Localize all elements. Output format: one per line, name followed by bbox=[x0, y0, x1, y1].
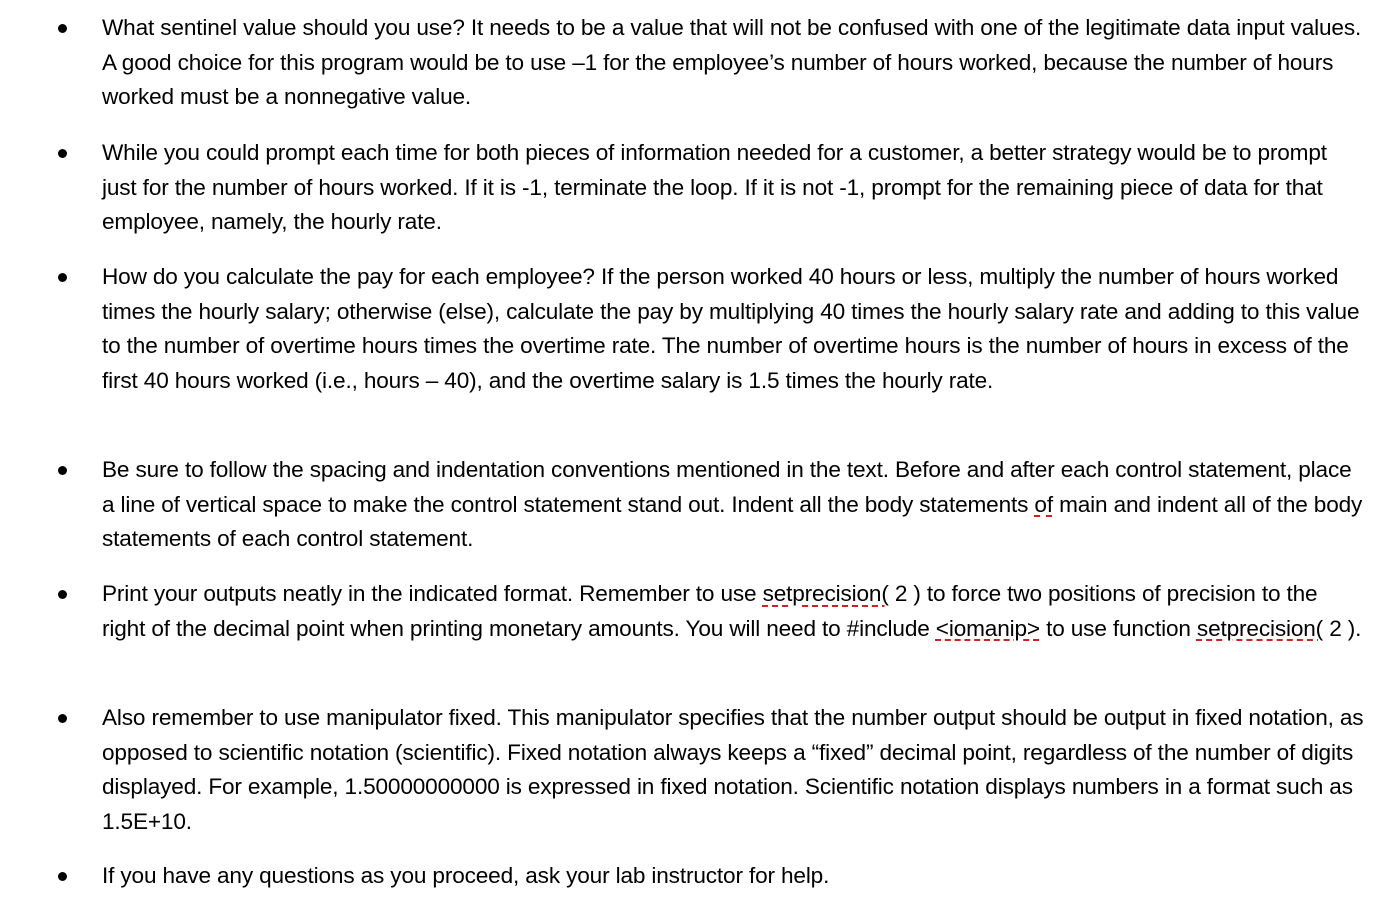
list-item-text: While you could prompt each time for both pieces of information needed for a customer, a better strategy would be to prompt just for the number of hours worked. If it is -1, terminate the loop. If it is not -1, prompt for the remaining piece of data for that employee, namely, the hourly rate. bbox=[102, 140, 1327, 234]
text-run: Print your outputs neatly in the indicated format. Remember to use bbox=[102, 581, 763, 606]
list-item-text bbox=[102, 577, 1364, 646]
spelling-flagged-word: setprecision( bbox=[762, 581, 889, 606]
bullet-dot-icon bbox=[58, 590, 67, 599]
bullet-dot-icon bbox=[58, 714, 67, 723]
bullet-dot-icon bbox=[58, 149, 67, 158]
bullet-dot-icon bbox=[58, 872, 67, 881]
list-item-text: If you have any questions as you proceed, ask your lab instructor for help. bbox=[102, 863, 830, 888]
text-run: main and indent all of the body statements of each control statement. bbox=[102, 491, 1363, 551]
list-item-text: Also remember to use manipulator fixed. This manipulator specifies that the number output should be output in fixed notation, as opposed to scientific notation (scientific). Fixed notation always keeps a “fixed” decimal point, regardless of the number of digits displayed. For example, 1.50000000000 is expressed in fixed notation. Scientific notation displays numbers in a format such as 1.5E+10. bbox=[102, 705, 1364, 834]
bullet-dot-icon bbox=[58, 273, 67, 282]
list-item-text: How do you calculate the pay for each employee? If the person worked 40 hours or less, multiply the number of hours worked times the hourly salary; otherwise (else), calculate the pay by multiplying 40 times the hourly salary rate and adding to this value to the number of overtime hours times the overtime rate. The number of overtime hours is the number of hours in excess of the first 40 hours worked (i.e., hours – 40), and the overtime salary is 1.5 times the hourly rate. bbox=[102, 264, 1360, 393]
bullet-dot-icon bbox=[58, 466, 67, 475]
list-item-text bbox=[102, 453, 1364, 557]
text-run: Be sure to follow the spacing and indentation conventions mentioned in the text. Before and after each control statement, place a line of vertical space to make the control statement stand out. Indent all the body statements bbox=[102, 457, 1352, 517]
spelling-flagged-word: setprecision( bbox=[1196, 615, 1324, 641]
text-run: to use function bbox=[1039, 615, 1197, 641]
bullet-dot-icon bbox=[58, 24, 67, 33]
spelling-flagged-word: <iomanip> bbox=[935, 615, 1040, 641]
text-run: 2 ) to force two positions of precision to the right of the decimal point when printing monetary amounts. You will need to #include bbox=[102, 581, 1318, 641]
list-item-text: What sentinel value should you use? It needs to be a value that will not be confused with one of the legitimate data input values. A good choice for this program would be to use –1 for the employee’s number of hours worked, because the number of hours worked must be a nonnegative value. bbox=[102, 15, 1362, 109]
spelling-flagged-word: of bbox=[1034, 491, 1053, 517]
text-run: 2 ). bbox=[1323, 615, 1362, 641]
